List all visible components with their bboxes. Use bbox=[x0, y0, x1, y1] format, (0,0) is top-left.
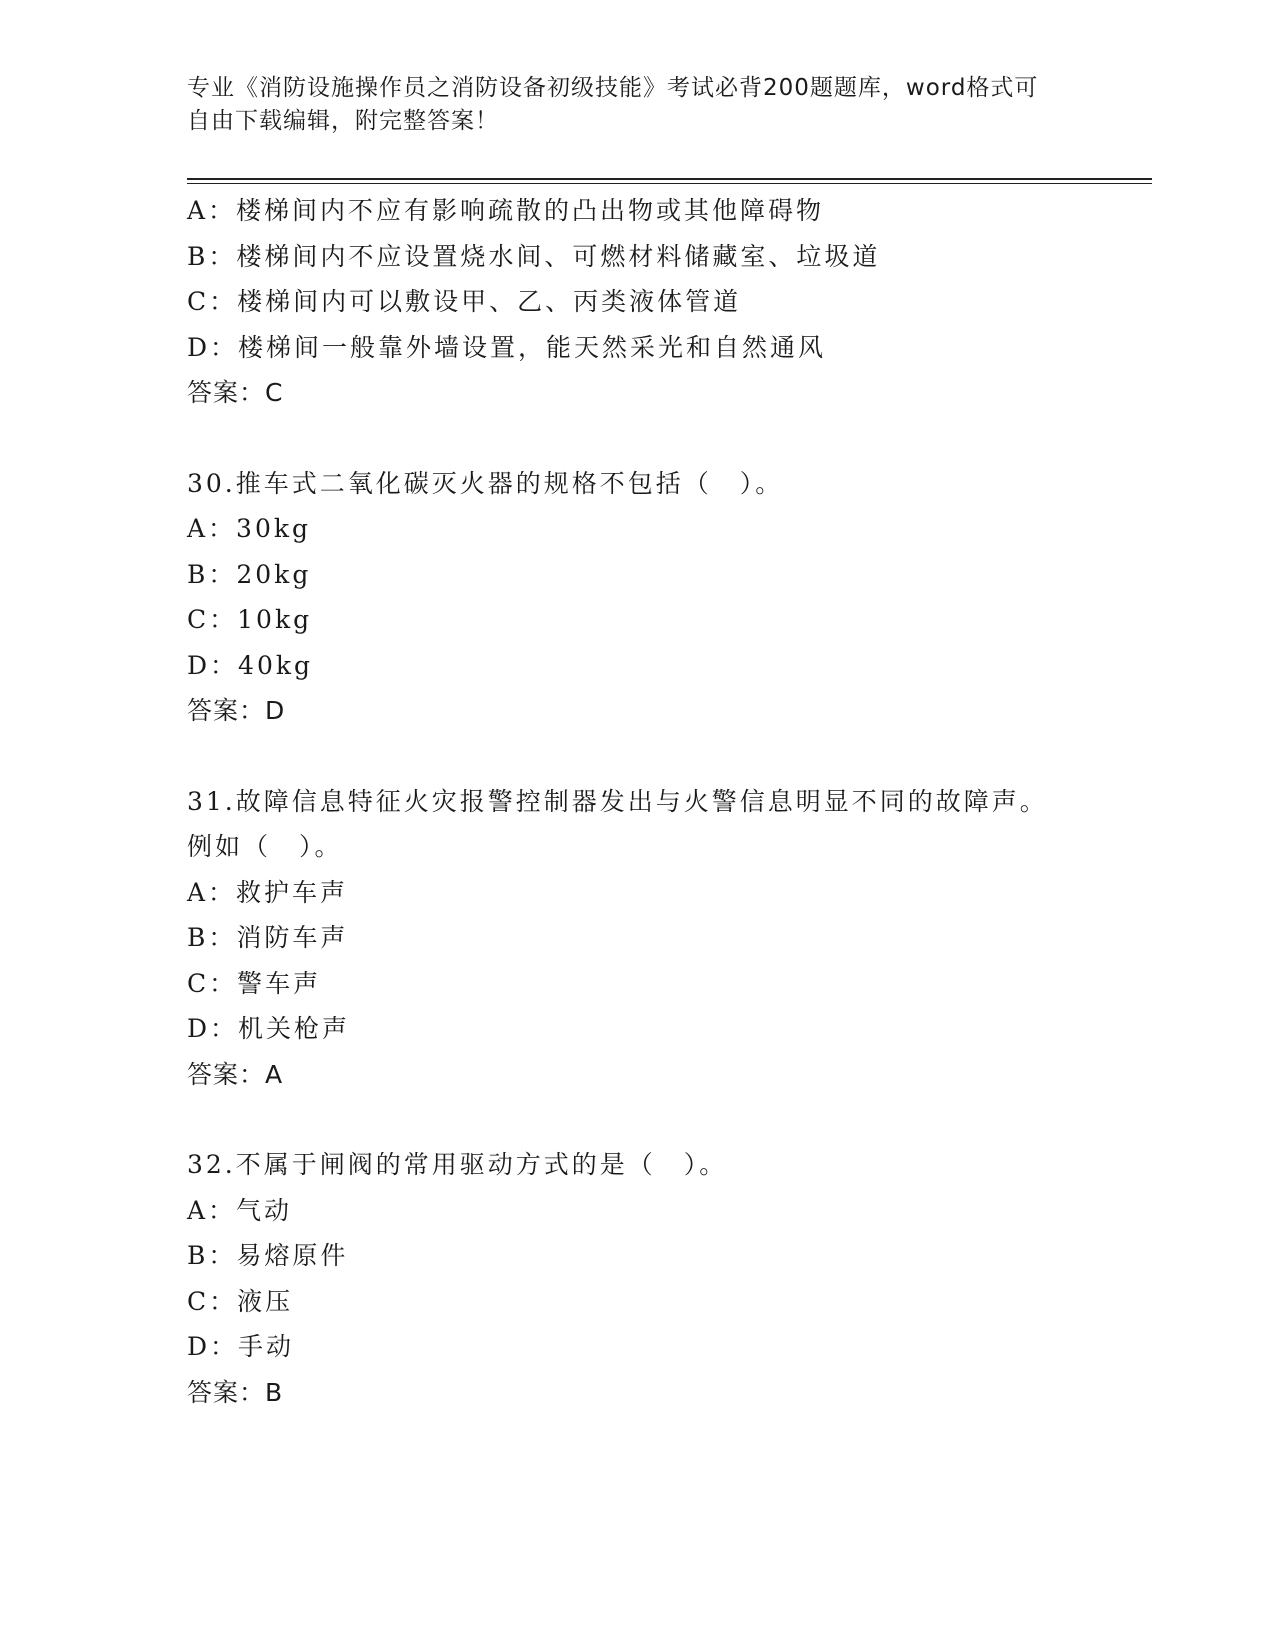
header-line-2: 自由下载编辑，附完整答案！ bbox=[187, 108, 499, 134]
question-block-29 bbox=[187, 188, 1152, 416]
document-header bbox=[187, 72, 1087, 138]
answer-line: 答案：B bbox=[187, 1377, 284, 1407]
question-text: 30.推车式二氧化碳灭火器的规格不包括（ ）。 bbox=[187, 468, 784, 498]
question-text-line-1: 31.故障信息特征火灾报警控制器发出与火警信息明显不同的故障声。 bbox=[187, 786, 1048, 816]
option-d: D：机关枪声 bbox=[187, 1014, 351, 1043]
option-c: C：楼梯间内可以敷设甲、乙、丙类液体管道 bbox=[187, 287, 742, 316]
option-c: C：警车声 bbox=[187, 968, 322, 998]
option-b: B：消防车声 bbox=[187, 923, 349, 952]
question-list bbox=[187, 188, 1152, 1415]
answer-line: 答案：C bbox=[187, 378, 284, 407]
option-b: B：楼梯间内不应设置烧水间、可燃材料储藏室、垃圾道 bbox=[187, 241, 881, 271]
option-d: D：手动 bbox=[187, 1332, 295, 1361]
block-spacer bbox=[187, 734, 1152, 779]
option-a: A：楼梯间内不应有影响疏散的凸出物或其他障碍物 bbox=[187, 196, 825, 225]
header-rule-thin bbox=[187, 183, 1152, 184]
question-block-32 bbox=[187, 1142, 1152, 1415]
option-b: B：20kg bbox=[187, 559, 312, 589]
question-text-line-2: 例如（ ）。 bbox=[187, 832, 343, 861]
option-c: C：液压 bbox=[187, 1286, 294, 1316]
option-a: A：气动 bbox=[187, 1195, 293, 1225]
answer-line: 答案：A bbox=[187, 1059, 284, 1089]
option-d: D：楼梯间一般靠外墙设置，能天然采光和自然通风 bbox=[187, 332, 827, 362]
option-a: A：30kg bbox=[187, 514, 312, 543]
option-b: B：易熔原件 bbox=[187, 1241, 349, 1270]
block-spacer bbox=[187, 416, 1152, 461]
option-c: C：10kg bbox=[187, 605, 313, 634]
header-line-1: 专业《消防设施操作员之消防设备初级技能》考试必背200题题库，word格式可 bbox=[187, 75, 1039, 101]
option-a: A：救护车声 bbox=[187, 877, 349, 907]
block-spacer bbox=[187, 1097, 1152, 1142]
question-text: 32.不属于闸阀的常用驱动方式的是（ ）。 bbox=[187, 1150, 728, 1179]
question-block-31 bbox=[187, 779, 1152, 1098]
question-block-30 bbox=[187, 461, 1152, 734]
header-rule-thick bbox=[187, 178, 1152, 180]
option-d: D：40kg bbox=[187, 650, 314, 680]
answer-line: 答案：D bbox=[187, 696, 286, 725]
